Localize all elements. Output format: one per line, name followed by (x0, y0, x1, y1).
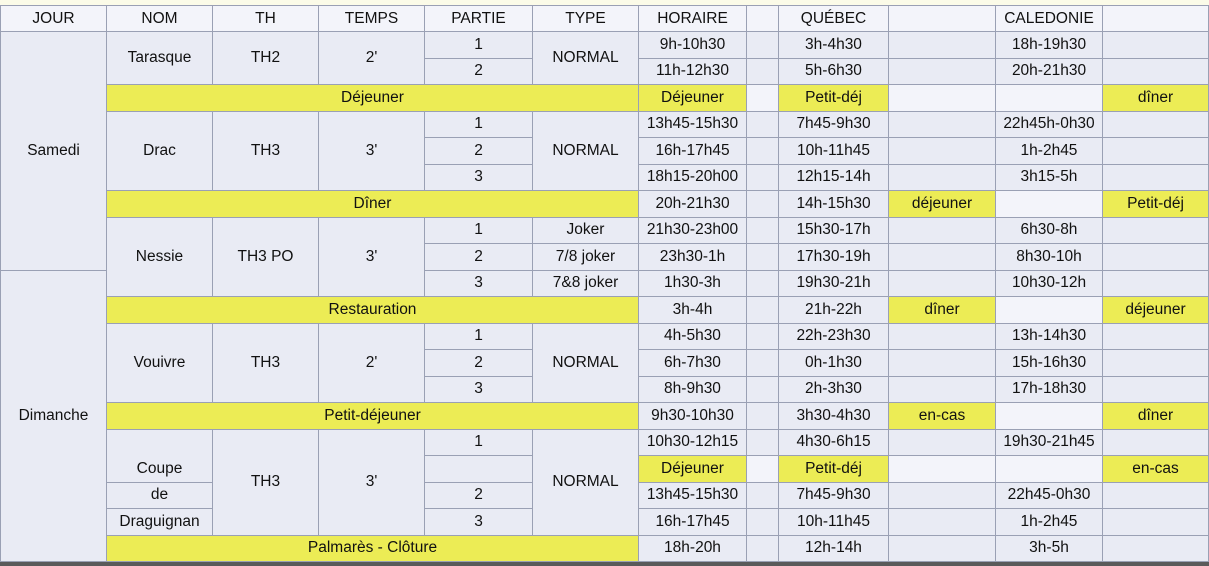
horaire-cell[interactable]: 6h-7h30 (639, 350, 747, 377)
partie-cell[interactable]: 2 (425, 350, 533, 377)
empty-cell[interactable] (889, 270, 996, 297)
caledonie-cell[interactable]: 3h-5h (996, 535, 1103, 562)
empty-cell[interactable] (889, 323, 996, 350)
partie-cell[interactable]: 3 (425, 270, 533, 297)
caledonie-cell[interactable]: 19h30-21h45 (996, 429, 1103, 456)
empty-cell[interactable] (1103, 164, 1209, 191)
th-cell[interactable]: TH2 (213, 32, 319, 85)
table-row (1, 217, 1209, 244)
horaire-cell[interactable]: 11h-12h30 (639, 58, 747, 85)
empty-cell[interactable] (747, 32, 779, 59)
caledonie-cell[interactable]: 20h-21h30 (996, 58, 1103, 85)
th-cell[interactable]: TH3 (213, 323, 319, 403)
horaire-cell[interactable]: Déjeuner (639, 456, 747, 483)
partie-cell[interactable]: 1 (425, 111, 533, 138)
quebec-cell[interactable]: Petit-déj (779, 85, 889, 112)
table-row (1, 32, 1209, 59)
empty-cell[interactable] (1103, 58, 1209, 85)
caledonie-cell[interactable]: 6h30-8h (996, 217, 1103, 244)
horaire-cell[interactable]: 9h-10h30 (639, 32, 747, 59)
type-cell[interactable]: 7/8 joker (533, 244, 639, 271)
caledonie-cell[interactable]: 1h-2h45 (996, 138, 1103, 165)
break-label-cell[interactable]: Petit-déjeuner (107, 403, 639, 430)
break-row (1, 191, 1209, 218)
empty-cell[interactable] (1103, 270, 1209, 297)
quebec-cell[interactable]: 12h-14h (779, 535, 889, 562)
empty-cell[interactable] (889, 217, 996, 244)
empty-cell[interactable] (889, 350, 996, 377)
empty-cell[interactable] (889, 244, 996, 271)
horaire-cell[interactable]: 18h-20h (639, 535, 747, 562)
type-cell[interactable]: 7&8 joker (533, 270, 639, 297)
header-quebec[interactable]: QUÉBEC (779, 6, 889, 32)
empty-cell[interactable] (747, 323, 779, 350)
empty-cell[interactable] (747, 482, 779, 509)
caledonie-cell[interactable]: 10h30-12h (996, 270, 1103, 297)
break-label-cell[interactable]: Déjeuner (107, 85, 639, 112)
empty-cell[interactable] (747, 376, 779, 403)
caledonie-note-cell[interactable]: dîner (1103, 403, 1209, 430)
quebec-cell[interactable]: 7h45-9h30 (779, 482, 889, 509)
caledonie-cell[interactable]: 22h45-0h30 (996, 482, 1103, 509)
empty-cell[interactable] (996, 403, 1103, 430)
empty-cell[interactable] (996, 191, 1103, 218)
break-row (1, 297, 1209, 324)
empty-cell[interactable] (747, 429, 779, 456)
horaire-cell[interactable]: 3h-4h (639, 297, 747, 324)
empty-cell[interactable] (889, 456, 996, 483)
empty-cell[interactable] (889, 376, 996, 403)
partie-cell[interactable]: 2 (425, 482, 533, 509)
empty-cell[interactable] (996, 85, 1103, 112)
horaire-cell[interactable]: Déjeuner (639, 85, 747, 112)
partie-cell[interactable]: 2 (425, 58, 533, 85)
quebec-cell[interactable]: 2h-3h30 (779, 376, 889, 403)
event-name-cell[interactable] (107, 429, 213, 456)
temps-cell[interactable]: 2' (319, 32, 425, 85)
caledonie-cell[interactable]: 22h45h-0h30 (996, 111, 1103, 138)
empty-cell[interactable] (889, 58, 996, 85)
empty-cell[interactable] (747, 456, 779, 483)
type-cell[interactable]: NORMAL (533, 32, 639, 85)
event-name-cell[interactable]: Tarasque (107, 32, 213, 85)
header-blank-2[interactable] (889, 6, 996, 32)
empty-cell[interactable] (1103, 535, 1209, 562)
header-temps[interactable]: TEMPS (319, 6, 425, 32)
temps-cell[interactable]: 3' (319, 429, 425, 535)
event-name-cell[interactable]: Vouivre (107, 323, 213, 403)
horaire-cell[interactable]: 10h30-12h15 (639, 429, 747, 456)
th-cell[interactable]: TH3 (213, 111, 319, 191)
empty-cell[interactable] (889, 429, 996, 456)
event-name-line-1[interactable]: Coupe (107, 456, 213, 483)
temps-cell[interactable]: 2' (319, 323, 425, 403)
caledonie-cell[interactable]: 15h-16h30 (996, 350, 1103, 377)
horaire-cell[interactable]: 13h45-15h30 (639, 482, 747, 509)
empty-cell[interactable] (1103, 376, 1209, 403)
empty-cell[interactable] (747, 58, 779, 85)
quebec-cell[interactable]: 14h-15h30 (779, 191, 889, 218)
quebec-cell[interactable]: Petit-déj (779, 456, 889, 483)
quebec-cell[interactable]: 5h-6h30 (779, 58, 889, 85)
temps-cell[interactable]: 3' (319, 217, 425, 297)
horaire-cell[interactable]: 16h-17h45 (639, 138, 747, 165)
caledonie-cell[interactable]: 3h15-5h (996, 164, 1103, 191)
quebec-note-cell[interactable]: déjeuner (889, 191, 996, 218)
break-row (1, 403, 1209, 430)
quebec-cell[interactable]: 3h-4h30 (779, 32, 889, 59)
th-cell[interactable]: TH3 (213, 429, 319, 535)
empty-cell[interactable] (747, 85, 779, 112)
break-row (1, 535, 1209, 562)
empty-cell[interactable] (889, 509, 996, 536)
event-name-line-2[interactable]: de (107, 482, 213, 509)
horaire-cell[interactable]: 20h-21h30 (639, 191, 747, 218)
caledonie-cell[interactable]: 13h-14h30 (996, 323, 1103, 350)
partie-cell[interactable]: 2 (425, 138, 533, 165)
partie-cell[interactable]: 2 (425, 244, 533, 271)
empty-cell[interactable] (889, 85, 996, 112)
quebec-note-cell[interactable]: dîner (889, 297, 996, 324)
empty-cell[interactable] (747, 297, 779, 324)
event-name-cell[interactable]: Nessie (107, 217, 213, 297)
type-cell[interactable]: Joker (533, 217, 639, 244)
caledonie-cell[interactable]: 18h-19h30 (996, 32, 1103, 59)
header-partie[interactable]: PARTIE (425, 6, 533, 32)
partie-cell[interactable]: 3 (425, 164, 533, 191)
quebec-cell[interactable]: 0h-1h30 (779, 350, 889, 377)
empty-cell[interactable] (747, 535, 779, 562)
quebec-cell[interactable]: 21h-22h (779, 297, 889, 324)
quebec-cell[interactable]: 12h15-14h (779, 164, 889, 191)
horaire-cell[interactable]: 13h45-15h30 (639, 111, 747, 138)
horaire-cell[interactable]: 8h-9h30 (639, 376, 747, 403)
partie-cell[interactable]: 1 (425, 32, 533, 59)
event-name-cell[interactable]: Drac (107, 111, 213, 191)
horaire-cell[interactable]: 16h-17h45 (639, 509, 747, 536)
break-label-cell[interactable]: Dîner (107, 191, 639, 218)
type-cell[interactable]: NORMAL (533, 111, 639, 191)
header-nom[interactable]: NOM (107, 6, 213, 32)
empty-cell[interactable] (747, 509, 779, 536)
quebec-cell[interactable]: 4h30-6h15 (779, 429, 889, 456)
closing-label-cell[interactable]: Palmarès - Clôture (107, 535, 639, 562)
horaire-cell[interactable]: 23h30-1h (639, 244, 747, 271)
header-blank-1[interactable] (747, 6, 779, 32)
empty-cell[interactable] (889, 535, 996, 562)
horaire-cell[interactable]: 18h15-20h00 (639, 164, 747, 191)
partie-cell[interactable]: 3 (425, 509, 533, 536)
horaire-cell[interactable]: 9h30-10h30 (639, 403, 747, 430)
event-name-line-3[interactable]: Draguignan (107, 509, 213, 536)
temps-cell[interactable]: 3' (319, 111, 425, 191)
quebec-cell[interactable]: 19h30-21h (779, 270, 889, 297)
header-caledonie[interactable]: CALEDONIE (996, 6, 1103, 32)
quebec-cell[interactable]: 3h30-4h30 (779, 403, 889, 430)
quebec-cell[interactable]: 7h45-9h30 (779, 111, 889, 138)
type-cell[interactable]: NORMAL (533, 429, 639, 535)
header-th[interactable]: TH (213, 6, 319, 32)
partie-cell[interactable]: 1 (425, 217, 533, 244)
empty-cell[interactable] (747, 164, 779, 191)
break-label-cell[interactable]: Restauration (107, 297, 639, 324)
empty-cell[interactable] (747, 217, 779, 244)
caledonie-note-cell[interactable]: dîner (1103, 85, 1209, 112)
table-row (1, 111, 1209, 138)
caledonie-note-cell[interactable]: Petit-déj (1103, 191, 1209, 218)
empty-cell[interactable] (1103, 482, 1209, 509)
empty-cell[interactable] (747, 403, 779, 430)
header-jour[interactable]: JOUR (1, 6, 107, 32)
empty-cell[interactable] (1103, 111, 1209, 138)
horaire-cell[interactable]: 1h30-3h (639, 270, 747, 297)
quebec-note-cell[interactable]: en-cas (889, 403, 996, 430)
empty-cell[interactable] (1103, 323, 1209, 350)
empty-cell[interactable] (889, 164, 996, 191)
header-type[interactable]: TYPE (533, 6, 639, 32)
day-cell-dimanche[interactable]: Dimanche (1, 270, 107, 562)
empty-cell[interactable] (1103, 32, 1209, 59)
empty-cell[interactable] (889, 32, 996, 59)
empty-cell[interactable] (889, 111, 996, 138)
partie-cell[interactable]: 3 (425, 376, 533, 403)
empty-cell[interactable] (1103, 350, 1209, 377)
empty-cell[interactable] (996, 297, 1103, 324)
table-row (1, 429, 1209, 456)
empty-cell[interactable] (996, 456, 1103, 483)
empty-cell[interactable] (747, 350, 779, 377)
partie-cell[interactable] (425, 456, 533, 483)
empty-cell[interactable] (747, 138, 779, 165)
header-row (1, 6, 1209, 32)
empty-cell[interactable] (1103, 509, 1209, 536)
partie-cell[interactable]: 1 (425, 323, 533, 350)
header-horaire[interactable]: HORAIRE (639, 6, 747, 32)
horaire-cell[interactable]: 4h-5h30 (639, 323, 747, 350)
th-cell[interactable]: TH3 PO (213, 217, 319, 297)
empty-cell[interactable] (1103, 217, 1209, 244)
header-blank-3[interactable] (1103, 6, 1209, 32)
caledonie-cell[interactable]: 1h-2h45 (996, 509, 1103, 536)
empty-cell[interactable] (747, 270, 779, 297)
empty-cell[interactable] (747, 111, 779, 138)
quebec-cell[interactable]: 10h-11h45 (779, 509, 889, 536)
empty-cell[interactable] (1103, 138, 1209, 165)
day-cell-samedi[interactable]: Samedi (1, 32, 107, 271)
empty-cell[interactable] (747, 191, 779, 218)
empty-cell[interactable] (1103, 244, 1209, 271)
caledonie-note-cell[interactable]: déjeuner (1103, 297, 1209, 324)
caledonie-cell[interactable]: 8h30-10h (996, 244, 1103, 271)
quebec-cell[interactable]: 15h30-17h (779, 217, 889, 244)
empty-cell[interactable] (889, 138, 996, 165)
empty-cell[interactable] (747, 244, 779, 271)
break-row (1, 85, 1209, 112)
empty-cell[interactable] (1103, 429, 1209, 456)
type-cell[interactable]: NORMAL (533, 323, 639, 403)
partie-cell[interactable]: 1 (425, 429, 533, 456)
quebec-cell[interactable]: 10h-11h45 (779, 138, 889, 165)
caledonie-cell[interactable]: 17h-18h30 (996, 376, 1103, 403)
horaire-cell[interactable]: 21h30-23h00 (639, 217, 747, 244)
table-row (1, 323, 1209, 350)
bottom-border-line (0, 562, 1209, 566)
caledonie-note-cell[interactable]: en-cas (1103, 456, 1209, 483)
empty-cell[interactable] (889, 482, 996, 509)
schedule-table (0, 5, 1209, 562)
quebec-cell[interactable]: 17h30-19h (779, 244, 889, 271)
quebec-cell[interactable]: 22h-23h30 (779, 323, 889, 350)
